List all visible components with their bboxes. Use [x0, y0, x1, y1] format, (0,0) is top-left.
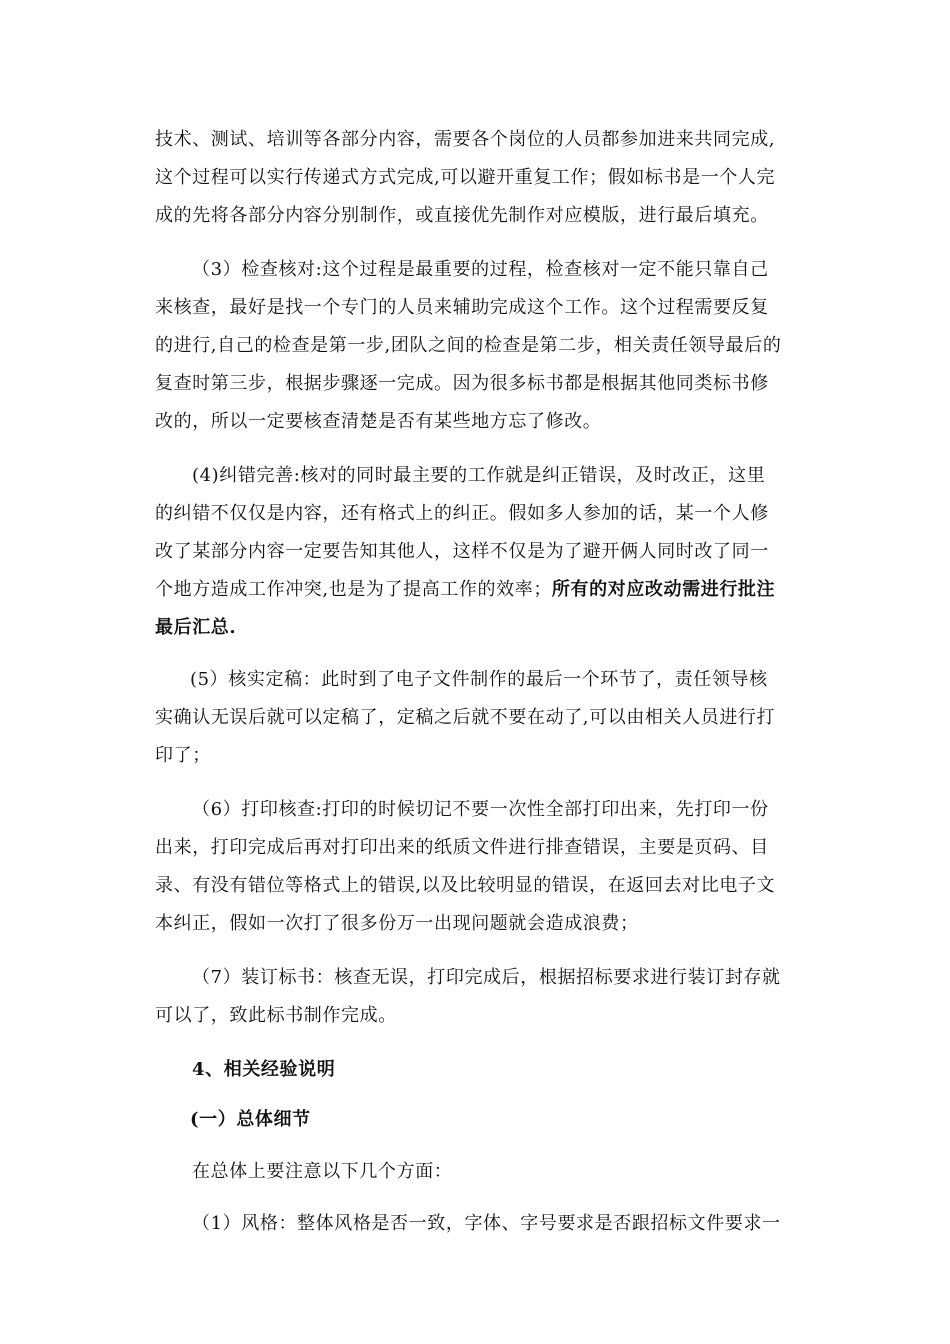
text-line: 本纠正，假如一次打了很多份万一出现问题就会造成浪费；	[155, 913, 639, 934]
text-line: (5）核实定稿：此时到了电子文件制作的最后一个环节了，责任领导核	[190, 669, 768, 690]
text-line: 录、有没有错位等格式上的错误,以及比较明显的错误，在返回去对比电子文	[155, 875, 776, 896]
text-line: 技术、测试、培训等各部分内容，需要各个岗位的人员都参加进来共同完成,	[155, 129, 776, 150]
text-line: 在总体上要注意以下几个方面：	[192, 1161, 453, 1182]
text-line: （7）装订标书：核查无误，打印完成后，根据招标要求进行装订封存就	[192, 967, 781, 988]
text-line: 复查时第三步，根据步骤逐一完成。因为很多标书都是根据其他同类标书修	[155, 373, 769, 394]
bold-text-segment: 所有的对应改动需进行批注	[551, 579, 776, 600]
text-line: （6）打印核查:打印的时候切记不要一次性全部打印出来，先打印一份	[192, 799, 769, 820]
text-line: 来核查，最好是找一个专门的人员来辅助完成这个工作。这个过程需要反复	[155, 297, 769, 318]
section-heading: 4、相关经验说明	[192, 1059, 336, 1080]
bold-text-line: 最后汇总.	[155, 617, 237, 638]
text-line: 改的，所以一定要核查清楚是否有某些地方忘了修改。	[155, 411, 602, 432]
text-segment: 个地方造成工作冲突,也是为了提高工作的效率；	[155, 579, 552, 600]
text-line: 出来，打印完成后再对打印出来的纸质文件进行排查错误，主要是页码、目	[155, 837, 769, 858]
text-line: 的进行,自己的检查是第一步,团队之间的检查是第二步，相关责任领导最后的	[155, 335, 782, 356]
text-line: 这个过程可以实行传递式方式完成,可以避开重复工作；假如标书是一个人完	[155, 167, 776, 188]
text-line: （3）检查核对:这个过程是最重要的过程，检查核对一定不能只靠自己	[192, 259, 769, 280]
subsection-heading: (一）总体细节	[190, 1109, 311, 1130]
text-line: 的纠错不仅仅是内容，还有格式上的纠正。假如多人参加的话，某一个人修	[155, 503, 769, 524]
text-line: 改了某部分内容一定要告知其他人，这样不仅是为了避开俩人同时改了同一	[155, 541, 769, 562]
text-line: 成的先将各部分内容分别制作，或直接优先制作对应模版，进行最后填充。	[155, 205, 769, 226]
text-line: （1）风格：整体风格是否一致，字体、字号要求是否跟招标文件要求一	[192, 1213, 781, 1234]
text-line: 可以了，致此标书制作完成。	[155, 1005, 397, 1026]
text-line: 实确认无误后就可以定稿了，定稿之后就不要在动了,可以由相关人员进行打	[155, 707, 776, 728]
text-line	[155, 578, 775, 602]
text-line: 印了；	[155, 745, 211, 766]
text-line: (4)纠错完善:核对的同时最主要的工作就是纠正错误，及时改正，这里	[192, 465, 766, 486]
